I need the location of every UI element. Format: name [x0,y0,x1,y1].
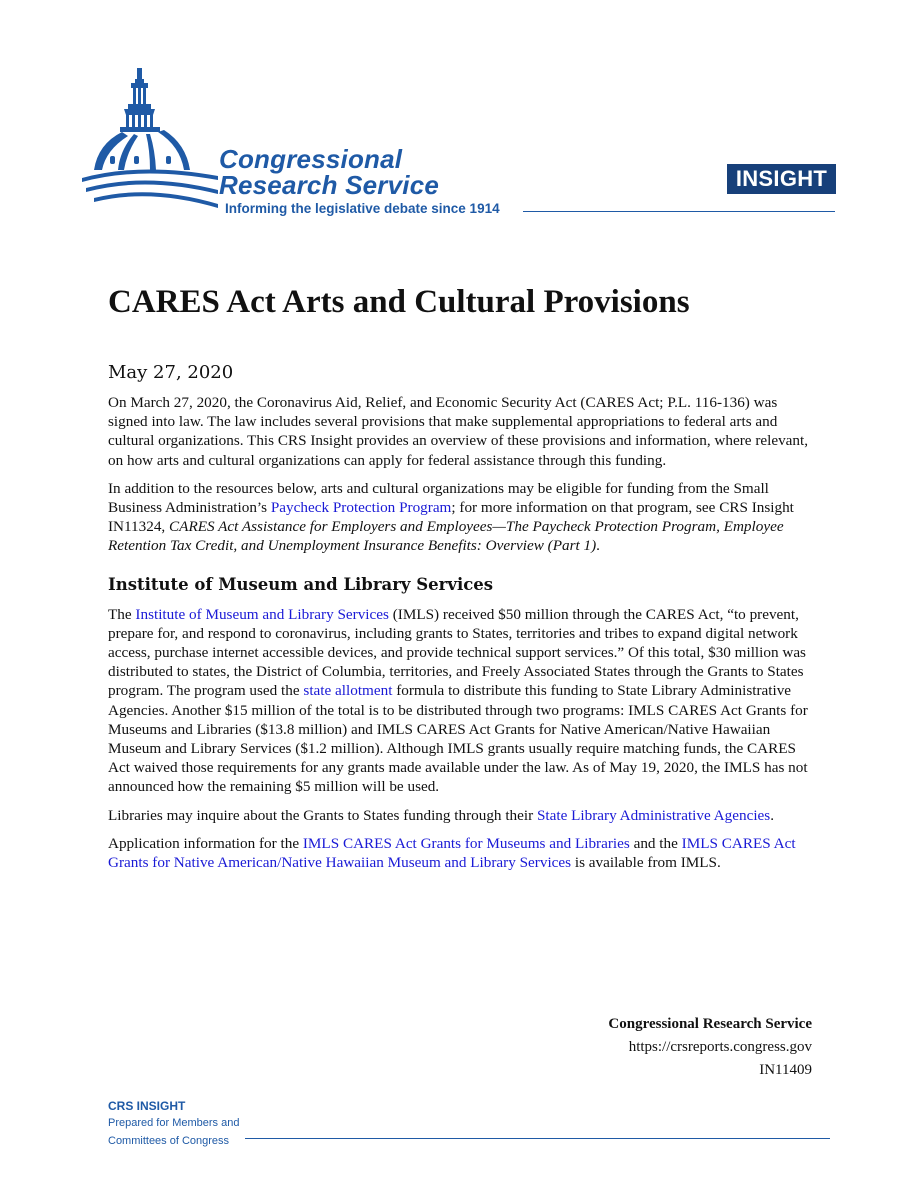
link-paycheck-protection-program[interactable]: Paycheck Protection Program [270,499,452,517]
link-grants-native-american[interactable]: IMLS CARES Act Grants for Native American/Native Hawaiian Museum and Library Services [108,834,796,872]
paragraph-application-info [108,834,814,872]
footer-report-id: IN11409 [759,1062,812,1078]
footer-prepared-line2: Committees of Congress [108,1135,230,1147]
text-segment: formula to distribute this funding to State Library Administrative Agencies. Another $15 million of the total is to be distributed through two programs: IMLS CARES Act Grants for Museums and Libraries ($13.8 million) and IMLS CARES Act Grants for Native American/Native Hawaiian Museum and Library Services ($1.2 million). Although IMLS grants usually require matching funds, the CARES Act waived those requirements for any grants made available under the law. As of May 19, 2020, the IMLS has not announced how the remaining $5 million will be used. [108,682,808,796]
paragraph-imls-funding [108,605,814,797]
text-segment: . [596,537,600,555]
crs-footer-block [608,1013,812,1082]
document-date: May 27, 2020 [108,362,234,383]
footer-prepared-line1: Prepared for Members and [108,1117,240,1129]
paragraph-intro: On March 27, 2020, the Coronavirus Aid, Relief, and Economic Security Act (CARES Act; P.L. 116-136) was signed into law. The law includes several provisions that make supplemental appropriations to federal arts and cultural organizations. This CRS Insight provides an overview of these provisions and information, where relevant, on how arts and cultural organizations can apply for federal assistance through this funding. [108,394,809,469]
org-name-line2: Research Service [219,170,440,200]
footer-org-name: Congressional Research Service [608,1016,812,1032]
insight-badge: INSIGHT [727,164,836,194]
footer-rule [245,1138,830,1139]
text-segment: . [770,806,774,824]
document-title: CARES Act Arts and Cultural Provisions [108,284,690,320]
text-segment: is available from IMLS. [571,854,721,872]
tagline-rule [523,211,835,212]
text-segment: and the [629,834,682,852]
document-body [108,393,814,881]
footer-insight-title: CRS INSIGHT [108,1099,186,1113]
footer-url: https://crsreports.congress.gov [628,1039,812,1055]
org-name-line1: Congressional [219,144,403,174]
text-segment: The [108,605,136,623]
text-segment: In addition to the resources below, arts and cultural organizations may be eligible for funding from the Small Business Administration’s [108,479,769,517]
insight-footer [108,1099,239,1150]
link-state-library-agencies[interactable]: State Library Administrative Agencies [536,806,771,824]
text-segment: Application information for the [108,834,303,852]
org-wordmark [219,146,439,198]
text-segment: Libraries may inquire about the Grants to States funding through their [108,806,537,824]
capitol-dome-logo [80,66,220,216]
link-imls[interactable]: Institute of Museum and Library Services [135,605,389,623]
paragraph-resources [108,479,814,556]
org-tagline: Informing the legislative debate since 1914 [225,201,500,216]
link-state-allotment[interactable]: state allotment [303,682,393,700]
cited-report-title: CARES Act Assistance for Employers and Employees—The Paycheck Protection Program, Employee Retention Tax Credit, and Unemployment Insurance Benefits: Overview (Part 1) [108,518,784,555]
paragraph-libraries [108,806,814,825]
link-grants-museums-libraries[interactable]: IMLS CARES Act Grants for Museums and Libraries [302,834,630,852]
section-heading-imls: Institute of Museum and Library Services [108,574,494,594]
text-segment: (IMLS) received $50 million through the CARES Act, “to prevent, prepare for, and respond to coronavirus, including grants to States, territories and tribes to expand digital network access, purchase internet accessible devices, and provide technical support services.” Of this total, $30 million was distributed to states, the District of Columbia, territories, and Freely Associated States through the Grants to States program. The program used the [108,605,806,700]
text-segment: ; for more information on that program, see CRS Insight IN11324, [108,499,794,536]
